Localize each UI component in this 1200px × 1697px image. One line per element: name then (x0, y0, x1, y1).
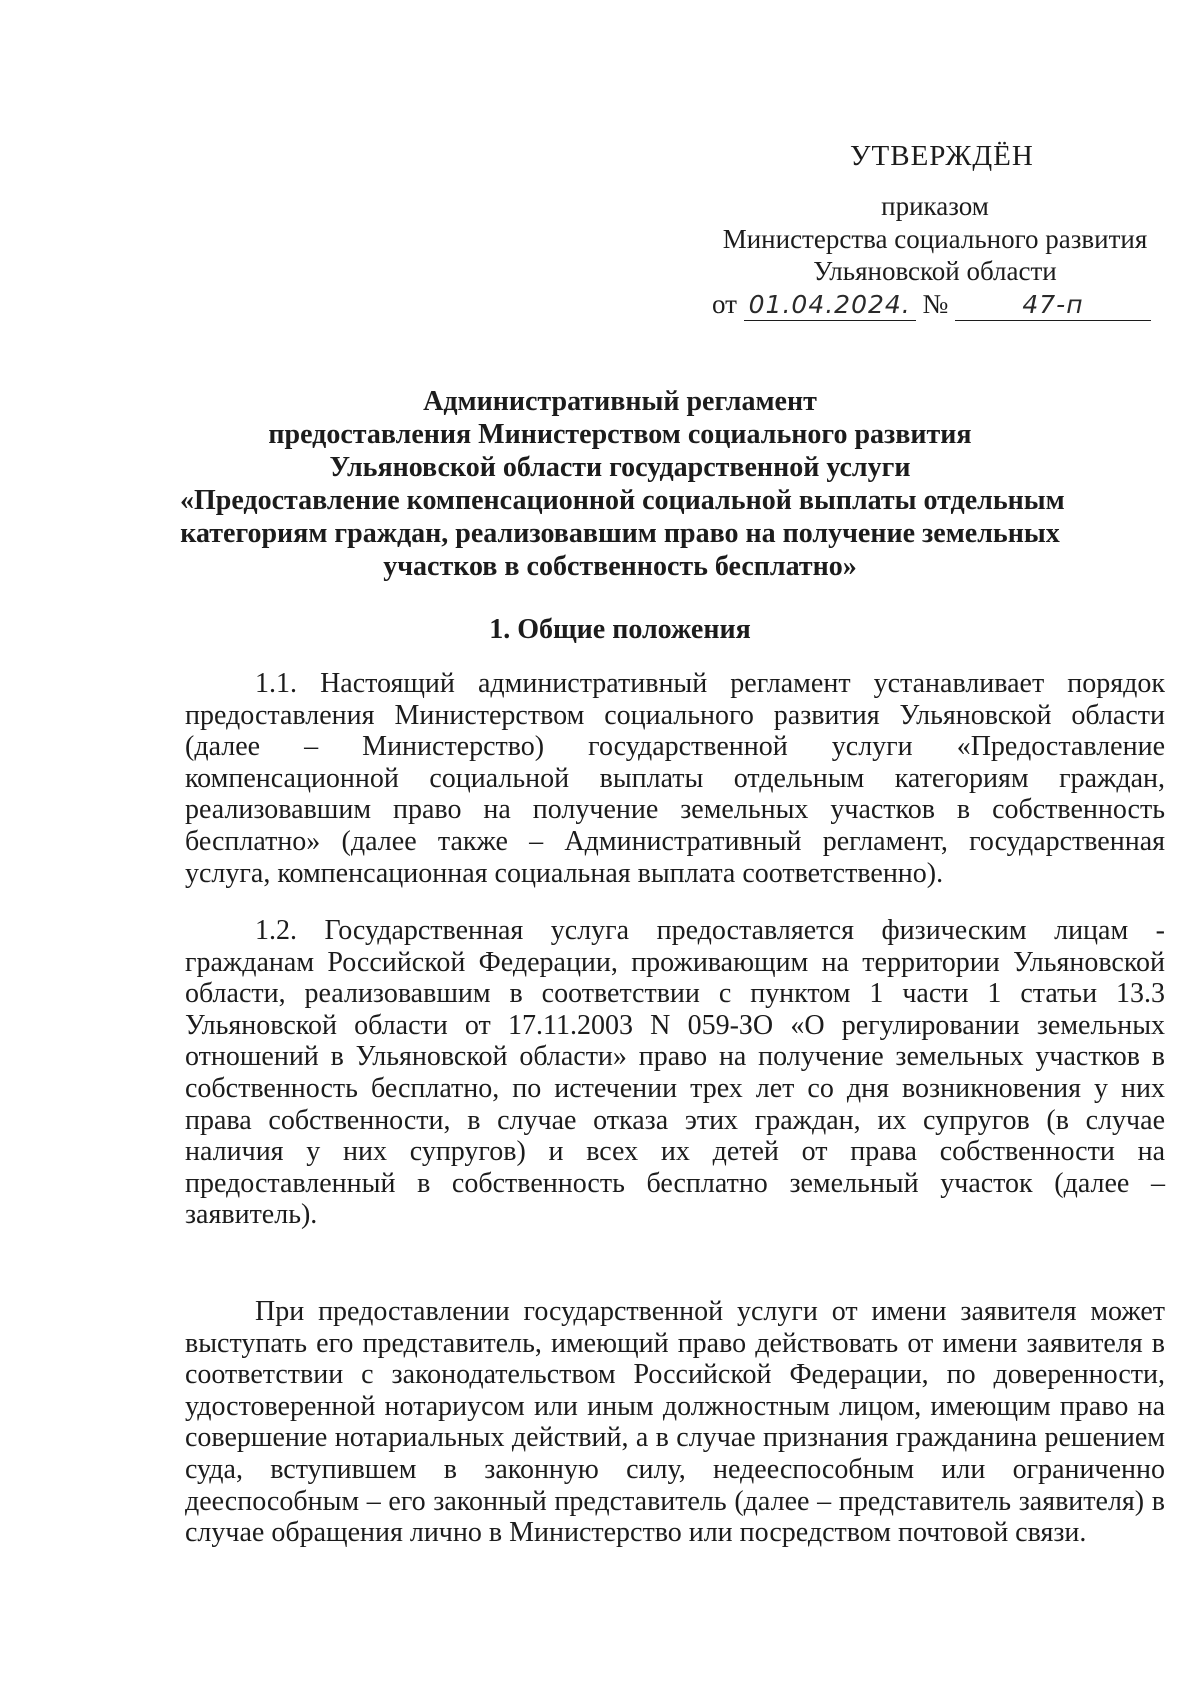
date-prefix: от (712, 289, 737, 319)
title-line: Административный регламент (423, 386, 817, 417)
handwritten-date: 01.04.2024. (744, 290, 916, 321)
title-line: «Предоставление компенсационной социальной выплаты отдельным (180, 485, 1065, 516)
document-title (180, 385, 1065, 583)
approval-date-line (712, 288, 1151, 321)
handwritten-number: 47-п (955, 290, 1151, 321)
paragraph-representative: При предоставлении государственной услуги от имени заявителя может выступать его представитель, имеющий право действовать от имени заявителя в соответствии с законодательством Российской Федерации, по доверенности, удостоверенной нотариусом или иным должностным лицом, имеющим право на совершение нотариальных действий, а в случае признания гражданина решением суда, вступившем в законную силу, недееспособным или ограниченно дееспособным – его законный представитель (далее – представитель заявителя) в случае обращения лично в Министерство или посредством почтовой связи. (185, 1296, 1165, 1549)
approval-heading: УТВЕРЖДЁН (850, 140, 1034, 172)
title-line: категориям граждан, реализовавшим право на получение земельных (180, 518, 1060, 549)
approval-line-order: приказом (881, 191, 989, 221)
paragraph-1-1: 1.1. Настоящий административный регламент устанавливает порядок предоставления Министерством социального развития Ульяновской области (далее – Министерство) государственной услуги «Предоставление компенсационной социальной выплаты отдельным категориям граждан, реализовавшим право на получение земельных участков в собственность бесплатно» (далее также – Административный регламент, государственная услуга, компенсационная социальная выплата соответственно). (185, 668, 1165, 889)
approval-line-region: Ульяновской области (813, 256, 1057, 286)
title-line: Ульяновской области государственной услуги (329, 452, 911, 483)
approval-line-ministry: Министерства социального развития (722, 224, 1148, 254)
number-prefix: № (922, 289, 949, 319)
section-heading: 1. Общие положения (489, 614, 751, 645)
paragraph-1-2: 1.2. Государственная услуга предоставляется физическим лицам - гражданам Российской Федерации, проживающим на территории Ульяновской области, реализовавшим в соответствии с пунктом 1 части 1 статьи 13.3 Ульяновской области от 17.11.2003 N 059-ЗО «О регулировании земельных отношений в Ульяновской области» право на получение земельных участков в собственность бесплатно, по истечении трех лет со дня возникновения у них права собственности, в случае отказа этих граждан, их супругов (в случае наличия у них супругов) и всех их детей от права собственности на предоставленный в собственность бесплатно земельный участок (далее – заявитель). (185, 915, 1165, 1231)
title-line: предоставления Министерством социального развития (268, 419, 972, 450)
title-line: участков в собственность бесплатно» (383, 551, 857, 582)
